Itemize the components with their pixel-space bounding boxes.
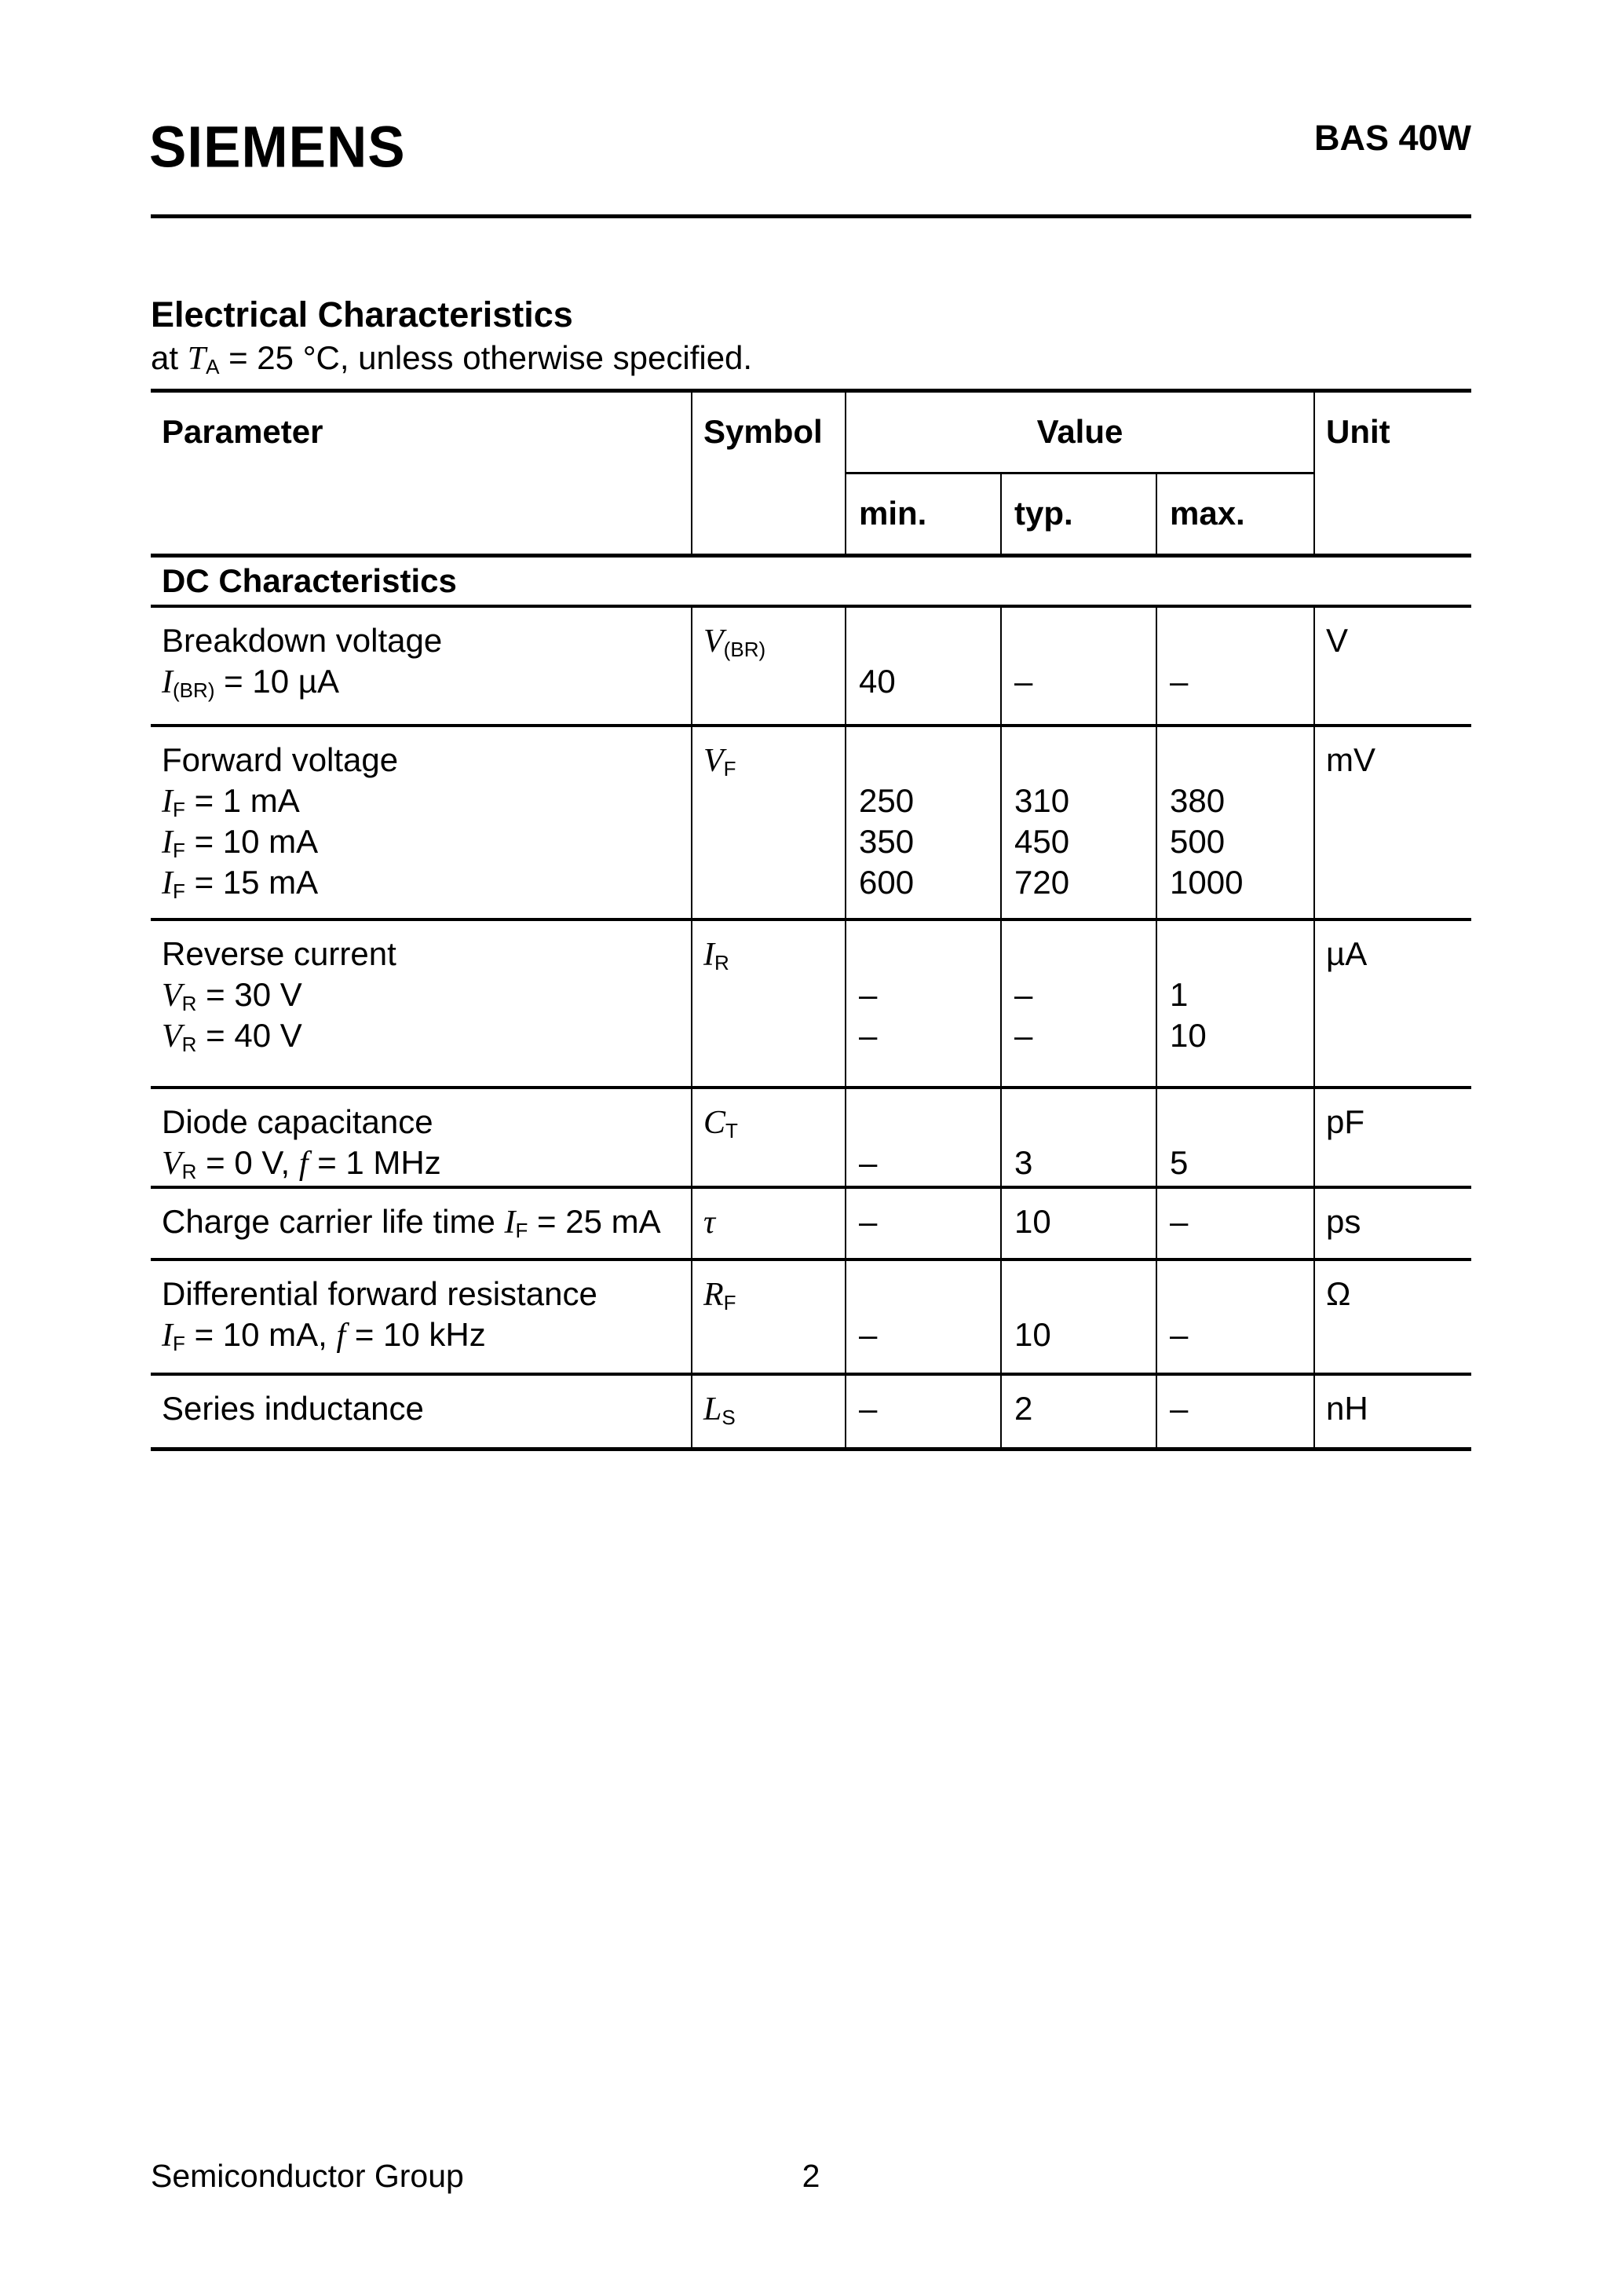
param-line: VR = 0 V, f = 1 MHz xyxy=(162,1144,441,1184)
min-value: 250 xyxy=(859,782,915,819)
typ-cell xyxy=(1000,608,1156,724)
symbol-cell xyxy=(691,1376,845,1447)
unit-value: V xyxy=(1326,622,1349,659)
param-cell xyxy=(151,921,691,1086)
param-line: VR = 30 V xyxy=(162,976,302,1016)
param-line: VR = 40 V xyxy=(162,1017,302,1057)
typ-cell xyxy=(1000,1189,1156,1258)
max-value xyxy=(1170,740,1313,781)
min-value xyxy=(859,1274,1000,1314)
table-row xyxy=(151,727,1471,921)
part-number: BAS 40W xyxy=(1313,118,1471,158)
unit-cell xyxy=(1313,727,1471,918)
section-header-dc-characteristics: DC Characteristics xyxy=(151,558,1471,608)
min-value: – xyxy=(859,1144,878,1181)
unit-value: µA xyxy=(1326,935,1368,972)
typ-value: 720 xyxy=(1014,864,1070,901)
min-value xyxy=(859,740,1000,781)
param-line: IF = 15 mA xyxy=(162,864,319,904)
max-cell xyxy=(1156,1261,1313,1373)
max-value: 5 xyxy=(1170,1144,1189,1181)
max-value: 1 xyxy=(1170,976,1189,1013)
symbol: IR xyxy=(703,937,729,975)
max-cell xyxy=(1156,608,1313,724)
param-cell xyxy=(151,1376,691,1447)
symbol-cell xyxy=(691,608,845,724)
unit-value: nH xyxy=(1326,1390,1368,1427)
header-rule xyxy=(151,214,1471,218)
max-cell xyxy=(1156,727,1313,918)
min-cell xyxy=(845,921,1000,1086)
min-cell xyxy=(845,1261,1000,1373)
symbol: CT xyxy=(703,1105,738,1143)
col-header-symbol: Symbol xyxy=(691,393,845,554)
typ-value xyxy=(1014,620,1156,661)
min-value: – xyxy=(859,976,878,1013)
max-value: – xyxy=(1170,663,1189,700)
max-cell xyxy=(1156,1189,1313,1258)
table-row xyxy=(151,1089,1471,1189)
min-cell xyxy=(845,727,1000,918)
typ-value: 10 xyxy=(1014,1203,1051,1240)
typ-cell xyxy=(1000,1261,1156,1373)
param-line: IF = 10 mA, f = 10 kHz xyxy=(162,1316,486,1356)
min-cell xyxy=(845,1189,1000,1258)
min-value: – xyxy=(859,1203,878,1240)
page-number: 2 xyxy=(802,2158,820,2194)
typ-cell xyxy=(1000,1089,1156,1186)
max-value: – xyxy=(1170,1316,1189,1353)
symbol: LS xyxy=(703,1391,736,1430)
typ-value: – xyxy=(1014,976,1033,1013)
table-row xyxy=(151,608,1471,727)
unit-value: Ω xyxy=(1326,1275,1351,1312)
param-cell xyxy=(151,727,691,918)
symbol: VF xyxy=(703,743,736,781)
min-cell xyxy=(845,608,1000,724)
param-line: Series inductance xyxy=(162,1390,424,1427)
param-line: Diode capacitance xyxy=(162,1103,433,1140)
siemens-logo: SIEMENS xyxy=(149,115,406,181)
param-line: Reverse current xyxy=(162,935,396,972)
table-header xyxy=(151,393,1471,558)
col-header-unit: Unit xyxy=(1313,393,1471,554)
section-title: Electrical Characteristics xyxy=(151,294,573,335)
typ-value xyxy=(1014,934,1156,974)
typ-value: 2 xyxy=(1014,1390,1033,1427)
unit-cell xyxy=(1313,921,1471,1086)
table-row xyxy=(151,1376,1471,1451)
max-value: – xyxy=(1170,1203,1189,1240)
col-header-parameter: Parameter xyxy=(162,413,323,450)
col-header-value: Value xyxy=(845,393,1313,474)
min-cell xyxy=(845,1376,1000,1447)
table-row xyxy=(151,1189,1471,1261)
max-cell xyxy=(1156,1089,1313,1186)
unit-value: ps xyxy=(1326,1203,1361,1240)
max-cell xyxy=(1156,921,1313,1086)
max-value xyxy=(1170,1274,1313,1314)
param-line: Charge carrier life time IF = 25 mA xyxy=(162,1203,661,1243)
typ-value: 310 xyxy=(1014,782,1070,819)
max-value xyxy=(1170,1102,1313,1143)
param-line: Forward voltage xyxy=(162,741,399,778)
col-header-max: max. xyxy=(1156,474,1313,554)
max-value: 380 xyxy=(1170,782,1226,819)
min-value xyxy=(859,620,1000,661)
param-cell xyxy=(151,1261,691,1373)
typ-cell xyxy=(1000,727,1156,918)
param-cell xyxy=(151,1089,691,1186)
typ-value: – xyxy=(1014,663,1033,700)
min-value: – xyxy=(859,1316,878,1353)
symbol-cell xyxy=(691,1261,845,1373)
symbol-cell xyxy=(691,1089,845,1186)
param-line: Differential forward resistance xyxy=(162,1275,597,1312)
min-value: 40 xyxy=(859,663,896,700)
min-value xyxy=(859,1102,1000,1143)
param-line: Breakdown voltage xyxy=(162,622,443,659)
param-line: I(BR) = 10 µA xyxy=(162,663,339,703)
max-value: 1000 xyxy=(1170,864,1244,901)
max-cell xyxy=(1156,1376,1313,1447)
unit-cell xyxy=(1313,1261,1471,1373)
max-value: 500 xyxy=(1170,823,1226,860)
typ-value: 3 xyxy=(1014,1144,1033,1181)
typ-value xyxy=(1014,1274,1156,1314)
max-value: – xyxy=(1170,1390,1189,1427)
min-value: 350 xyxy=(859,823,915,860)
col-header-min: min. xyxy=(845,474,1000,554)
symbol: τ xyxy=(703,1205,716,1241)
max-value xyxy=(1170,620,1313,661)
footer-group-name: Semiconductor Group xyxy=(151,2158,464,2194)
unit-cell xyxy=(1313,1376,1471,1447)
col-header-typ: typ. xyxy=(1000,474,1156,554)
typ-cell xyxy=(1000,1376,1156,1447)
param-cell xyxy=(151,1189,691,1258)
max-value xyxy=(1170,934,1313,974)
unit-cell xyxy=(1313,608,1471,724)
symbol: RF xyxy=(703,1277,736,1315)
typ-value xyxy=(1014,1102,1156,1143)
param-line: IF = 1 mA xyxy=(162,782,300,822)
characteristics-table xyxy=(151,389,1471,1451)
symbol: V(BR) xyxy=(703,623,766,662)
table-row xyxy=(151,1261,1471,1376)
table-row xyxy=(151,921,1471,1089)
param-line: IF = 10 mA xyxy=(162,823,319,863)
typ-value xyxy=(1014,740,1156,781)
min-value: – xyxy=(859,1390,878,1427)
typ-value: 450 xyxy=(1014,823,1070,860)
min-cell xyxy=(845,1089,1000,1186)
min-value xyxy=(859,934,1000,974)
section-subtitle: at TA = 25 °C, unless otherwise specified. xyxy=(151,339,753,379)
symbol-cell xyxy=(691,1189,845,1258)
unit-value: pF xyxy=(1326,1103,1365,1140)
typ-cell xyxy=(1000,921,1156,1086)
unit-cell xyxy=(1313,1189,1471,1258)
unit-cell xyxy=(1313,1089,1471,1186)
max-value: 10 xyxy=(1170,1017,1207,1054)
unit-value: mV xyxy=(1326,741,1375,778)
symbol-cell xyxy=(691,921,845,1086)
min-value: – xyxy=(859,1017,878,1054)
typ-value: 10 xyxy=(1014,1316,1051,1353)
min-value: 600 xyxy=(859,864,915,901)
typ-value: – xyxy=(1014,1017,1033,1054)
param-cell xyxy=(151,608,691,724)
symbol-cell xyxy=(691,727,845,918)
